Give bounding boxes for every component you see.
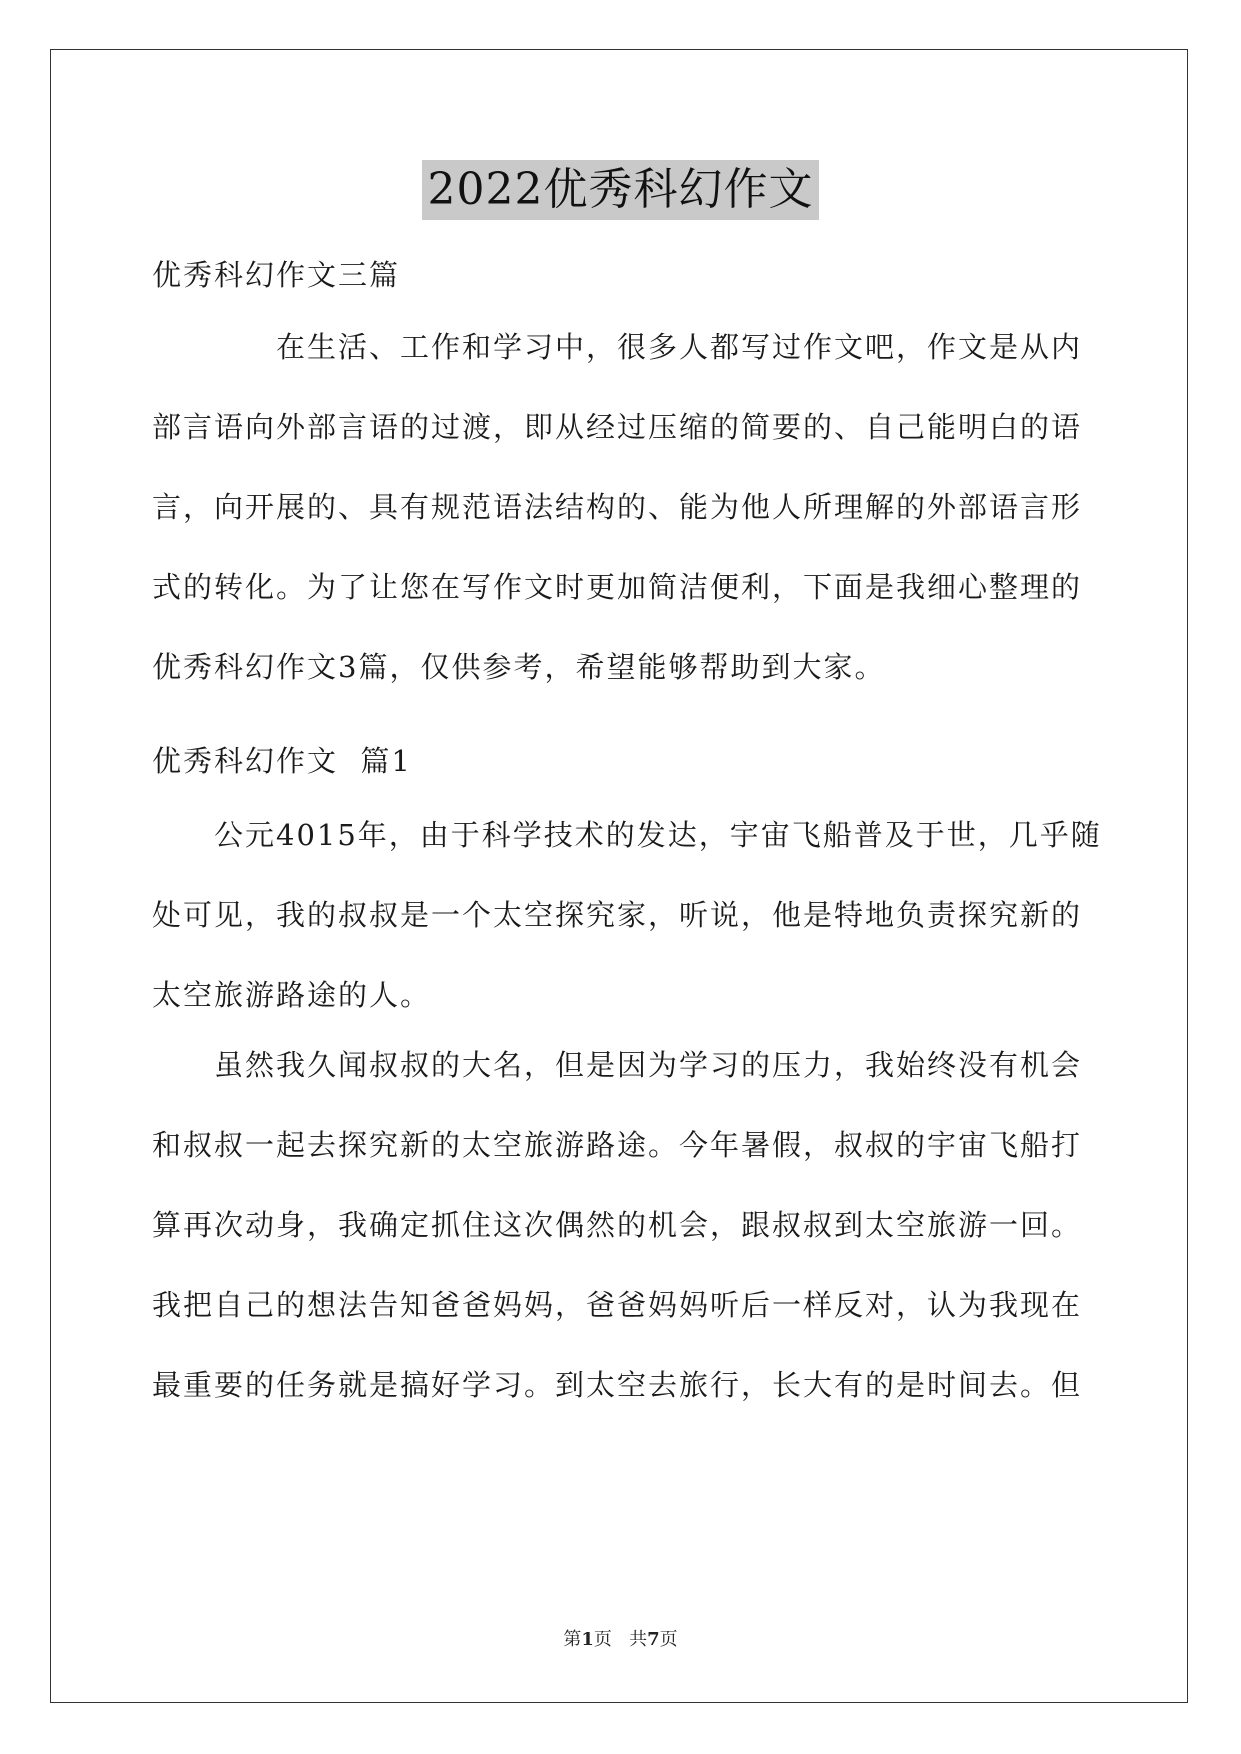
para2-line: 虽然我久闻叔叔的大名，但是因为学习的压力，我始终没有机会 — [214, 1048, 1083, 1082]
footer-suffix: 页 — [659, 1629, 678, 1650]
subtitle-block — [152, 235, 1092, 315]
para1-line: 太空旅游路途的人。 — [152, 978, 432, 1012]
intro-line: 在生活、工作和学习中，很多人都写过作文吧，作文是从内 — [276, 330, 1083, 364]
section-heading-block — [152, 721, 1092, 801]
paragraph-1 — [152, 795, 1102, 1035]
para2-line: 算再次动身，我确定抓住这次偶然的机会，跟叔叔到太空旅游一回。 — [152, 1208, 1083, 1242]
para1-line: 公元4015年，由于科学技术的发达，宇宙飞船普及于世，几乎随 — [214, 818, 1102, 852]
document-title: 2022优秀科幻作文 — [422, 160, 820, 220]
intro-line: 部言语向外部言语的过渡，即从经过压缩的简要的、自己能明白的语 — [152, 410, 1083, 444]
footer-middle: 页 共 — [593, 1629, 648, 1650]
footer-page-number: 1 — [581, 1629, 594, 1650]
intro-line: 优秀科幻作文3篇，仅供参考，希望能够帮助到大家。 — [152, 650, 886, 684]
para2-line: 我把自己的想法告知爸爸妈妈，爸爸妈妈听后一样反对，认为我现在 — [152, 1288, 1083, 1322]
intro-line: 式的转化。为了让您在写作文时更加简洁便利，下面是我细心整理的 — [152, 570, 1083, 604]
para2-line: 最重要的任务就是搞好学习。到太空去旅行，长大有的是时间去。但 — [152, 1368, 1083, 1402]
para1-line: 处可见，我的叔叔是一个太空探究家，听说，他是特地负责探究新的 — [152, 898, 1083, 932]
document-subtitle: 优秀科幻作文三篇 — [152, 258, 401, 292]
title-container — [0, 160, 1241, 220]
section-heading: 优秀科幻作文 篇1 — [152, 744, 412, 778]
page-footer — [0, 1625, 1241, 1651]
intro-paragraph — [152, 307, 1092, 707]
paragraph-2 — [152, 1025, 1092, 1425]
footer-prefix: 第 — [563, 1629, 582, 1650]
footer-total-pages: 7 — [647, 1629, 660, 1650]
para2-line: 和叔叔一起去探究新的太空旅游路途。今年暑假，叔叔的宇宙飞船打 — [152, 1128, 1083, 1162]
intro-line: 言，向开展的、具有规范语法结构的、能为他人所理解的外部语言形 — [152, 490, 1083, 524]
